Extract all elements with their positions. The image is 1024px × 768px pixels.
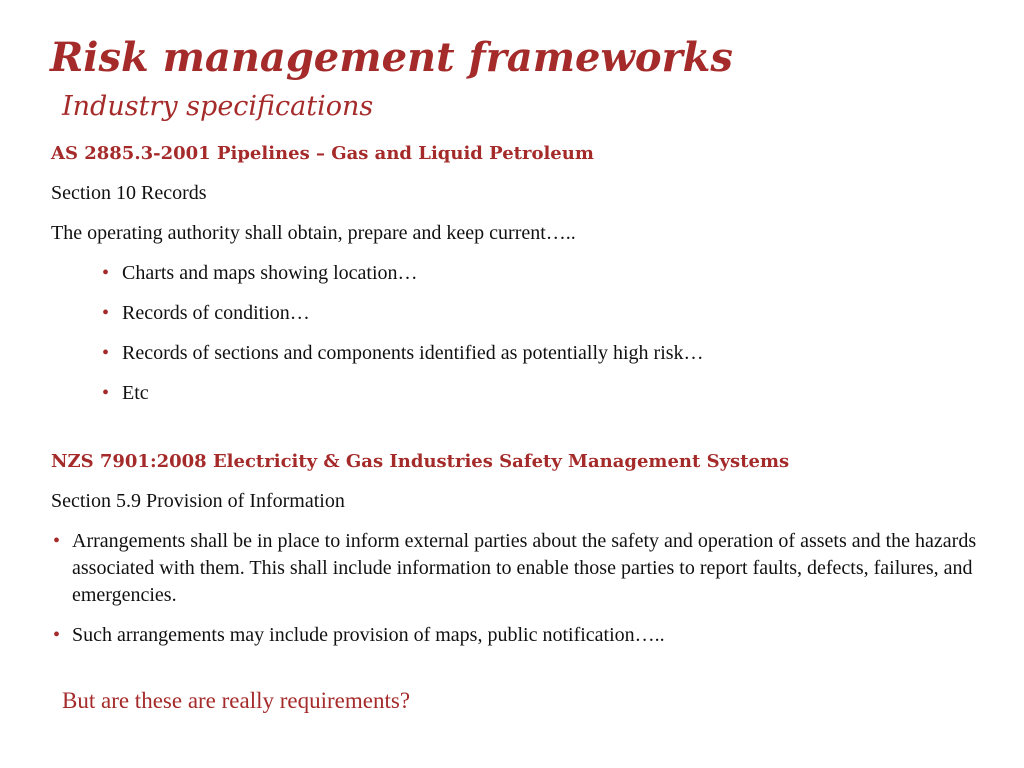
list-item — [51, 622, 991, 649]
slide-title: Risk management frameworks — [50, 34, 733, 81]
bullet-icon: • — [102, 262, 110, 284]
list-item — [51, 340, 991, 367]
list-item-text: Etc — [122, 382, 149, 404]
list-item-text: Such arrangements may include provision of maps, public notification….. — [72, 624, 665, 646]
closing-question: But are these are really requirements? — [62, 688, 411, 713]
list-item-text: Charts and maps showing location… — [122, 262, 418, 284]
bullet-icon: • — [53, 530, 61, 552]
bullet-icon: • — [53, 624, 61, 646]
standard-heading: AS 2885.3-2001 Pipelines – Gas and Liquid Petroleum — [51, 143, 594, 164]
provision-list — [51, 528, 991, 649]
section-label: Section 5.9 Provision of Information — [51, 490, 345, 512]
standard-as2885-section — [51, 140, 991, 407]
intro-text: The operating authority shall obtain, prepare and keep current….. — [51, 222, 576, 244]
bullet-icon: • — [102, 342, 110, 364]
bullet-icon: • — [102, 382, 110, 404]
list-item — [51, 380, 991, 407]
list-item — [51, 528, 991, 609]
standard-nzs7901-section — [51, 448, 991, 649]
bullet-icon: • — [102, 302, 110, 324]
standard-heading: NZS 7901:2008 Electricity & Gas Industries Safety Management Systems — [51, 451, 790, 472]
list-item-text: Records of condition… — [122, 302, 310, 324]
list-item — [51, 260, 991, 287]
list-item-text: Records of sections and components identified as potentially high risk… — [122, 342, 704, 364]
list-item — [51, 300, 991, 327]
section-label: Section 10 Records — [51, 182, 207, 204]
slide-content — [51, 140, 991, 649]
slide-subtitle: Industry specifications — [62, 91, 374, 122]
records-list — [51, 260, 991, 407]
list-item-text: Arrangements shall be in place to inform external parties about the safety and operation of assets and the hazards associated with them. This shall include information to enable those parties to report faults, defects, failures, and emergencies. — [72, 530, 977, 606]
section-divider — [51, 407, 991, 448]
